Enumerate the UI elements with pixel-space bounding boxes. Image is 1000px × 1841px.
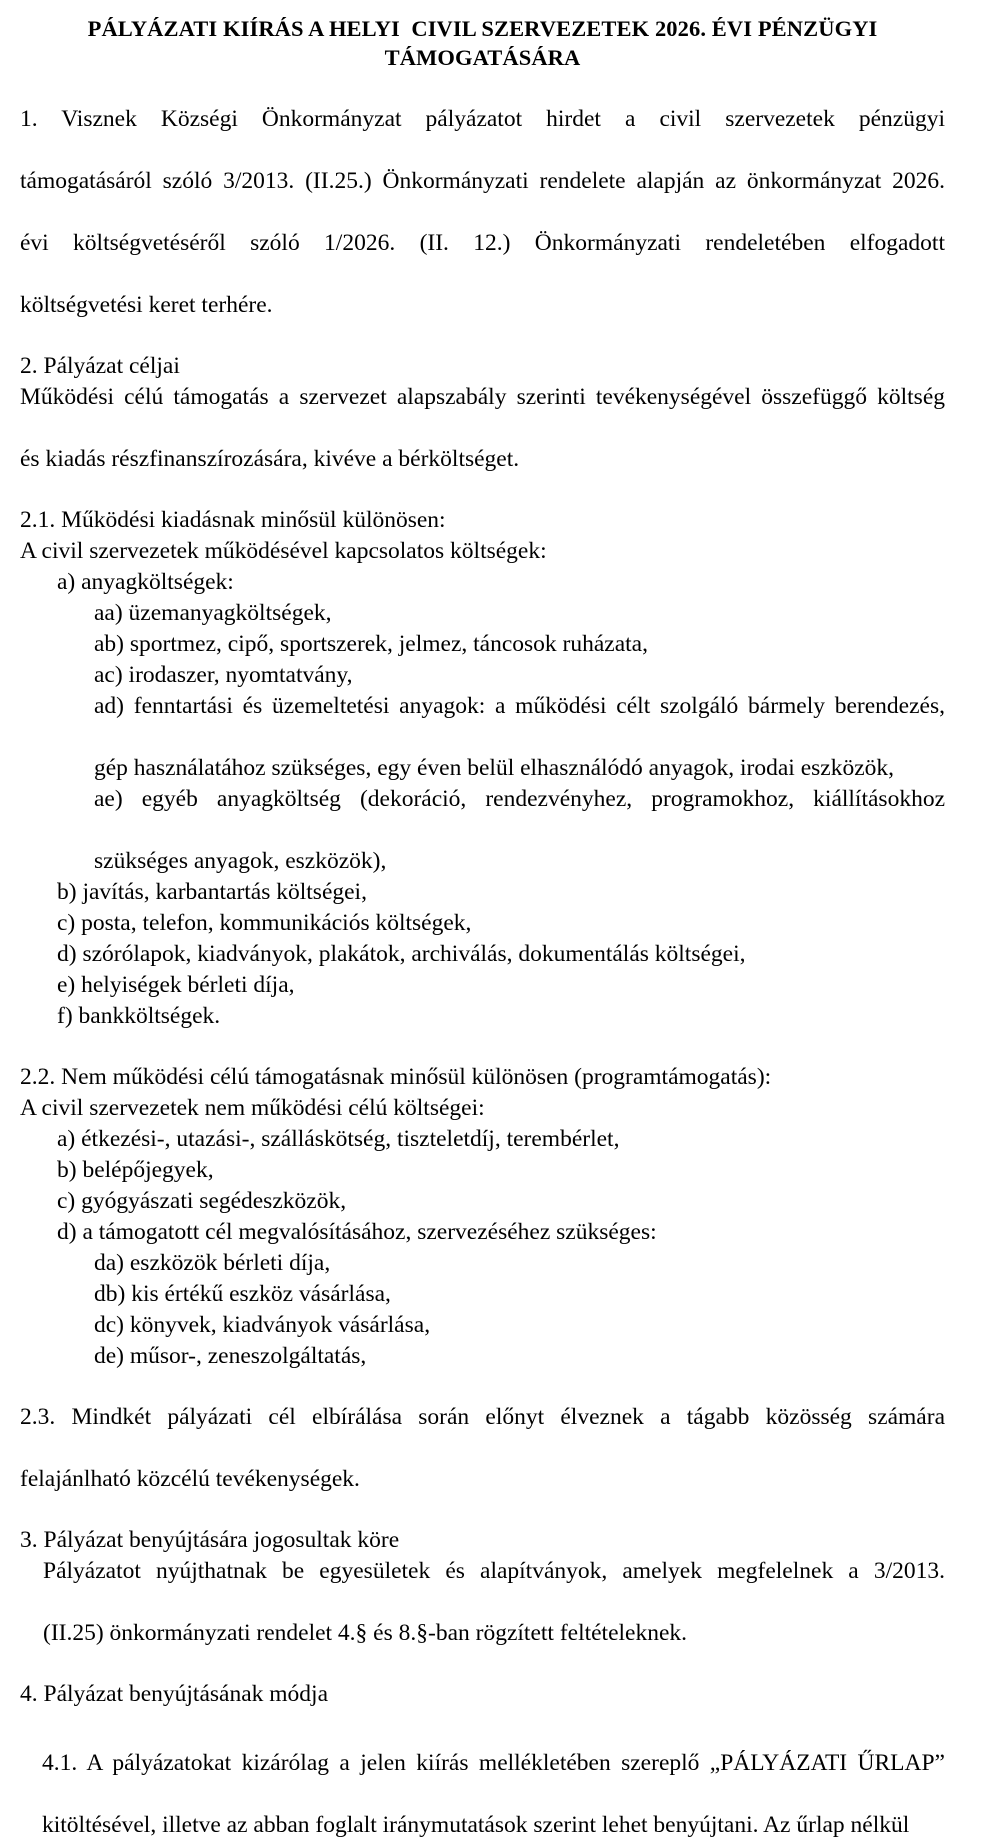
section-3-line-1: Pályázatot nyújthatnak be egyesületek és alapítványok, amelyek megfelelnek a 3/2013. (43, 1558, 945, 1584)
spacer (20, 1649, 945, 1679)
list-item-2-2-b: b) belépőjegyek, (57, 1157, 214, 1183)
section-2-body-line-1: Működési célú támogatás a szervezet alapszabály szerinti tevékenységével összefüggő költség (20, 384, 945, 410)
list-item-ae-line-2: szükséges anyagok, eszközök), (94, 848, 387, 874)
list-item-ab: ab) sportmez, cipő, sportszerek, jelmez, táncosok ruházata, (94, 631, 648, 657)
section-2-3-paragraph (20, 1402, 945, 1495)
section-1-line-3: évi költségvetéséről szóló 1/2026. (II. 12.) Önkormányzati rendeletében elfogadott (20, 230, 945, 256)
spacer (20, 475, 945, 505)
section-1-line-1: 1. Visznek Községi Önkormányzat pályázatot hirdet a civil szervezetek pénzügyi (20, 106, 945, 132)
section-3-line-2: (II.25) önkormányzati rendelet 4.§ és 8.§-ban rögzített feltételeknek. (43, 1620, 688, 1646)
section-2-3-line-1: 2.3. Mindkét pályázati cél elbírálása során előnyt élveznek a tágabb közösség számára (20, 1404, 945, 1430)
section-1-line-4: költségvetési keret terhére. (20, 292, 273, 318)
list-item-ae-line-1: ae) egyéb anyagköltség (dekoráció, rendezvényhez, programokhoz, kiállításokhoz (94, 786, 945, 812)
list-item-d: d) szórólapok, kiadványok, plakátok, archiválás, dokumentálás költségei, (57, 941, 746, 967)
spacer (20, 1710, 945, 1748)
section-2-heading: 2. Pályázat céljai (20, 353, 180, 379)
section-2-3-line-2: felajánlható közcélú tevékenységek. (20, 1466, 360, 1492)
section-4-1-line-2: kitöltésével, illetve az abban foglalt iránymutatások szerint lehet benyújtani. Az űrlap nélkül (42, 1812, 910, 1838)
spacer (20, 1372, 945, 1402)
section-2-1-intro: A civil szervezetek működésével kapcsolatos költségek: (20, 538, 547, 564)
section-2-body-line-2: és kiadás részfinanszírozására, kivéve a bérköltséget. (20, 446, 520, 472)
list-item-b: b) javítás, karbantartás költségei, (57, 879, 367, 905)
page-title: PÁLYÁZATI KIÍRÁS A HELYI CIVIL SZERVEZETEK 2026. ÉVI PÉNZÜGYI TÁMOGATÁSÁRA (87, 16, 883, 70)
list-item-2-2-a: a) étkezési-, utazási-, szálláskötség, tiszteletdíj, terembérlet, (57, 1126, 620, 1152)
spacer (20, 1032, 945, 1062)
list-item-ad (94, 691, 945, 784)
section-2-2-heading: 2.2. Nem működési célú támogatásnak minősül különösen (programtámogatás): (20, 1064, 772, 1090)
list-item-c: c) posta, telefon, kommunikációs költségek, (57, 910, 472, 936)
section-1-paragraph (20, 104, 945, 321)
list-item-ad-line-1: ad) fenntartási és üzemeltetési anyagok: a működési célt szolgáló bármely berendezés, (94, 693, 945, 719)
list-item-2-2-de: de) műsor-, zeneszolgáltatás, (94, 1343, 367, 1369)
section-2-1-heading: 2.1. Működési kiadásnak minősül különösen: (20, 507, 446, 533)
list-item-f: f) bankköltségek. (57, 1003, 221, 1029)
section-3-heading: 3. Pályázat benyújtására jogosultak köre (20, 1527, 400, 1553)
section-4-1-paragraph (20, 1748, 945, 1841)
list-item-e: e) helyiségek bérleti díja, (57, 972, 295, 998)
section-3-body (43, 1556, 945, 1649)
list-item-aa: aa) üzemanyagköltségek, (94, 600, 332, 626)
section-2-body (20, 382, 945, 475)
list-item-ac: ac) irodaszer, nyomtatvány, (94, 662, 353, 688)
spacer (20, 1495, 945, 1525)
list-item-2-2-da: da) eszközök bérleti díja, (94, 1250, 331, 1276)
list-item-ad-line-2: gép használatához szükséges, egy éven belül elhasználódó anyagok, irodai eszközök, (94, 755, 895, 781)
list-item-a: a) anyagköltségek: (57, 569, 234, 595)
list-item-2-2-dc: dc) könyvek, kiadványok vásárlása, (94, 1312, 431, 1338)
list-item-ae (94, 784, 945, 877)
list-item-2-2-d: d) a támogatott cél megvalósításához, szervezéséhez szükséges: (57, 1219, 657, 1245)
spacer (20, 321, 945, 351)
section-2-2-intro: A civil szervezetek nem működési célú költségei: (20, 1095, 485, 1121)
section-4-1-line-1: 4.1. A pályázatokat kizárólag a jelen kiírás mellékletében szereplő „PÁLYÁZATI ŰRLAP” (42, 1750, 945, 1776)
section-1-line-2: támogatásáról szóló 3/2013. (II.25.) Önkormányzati rendelete alapján az önkormányzat 2026. (20, 168, 945, 194)
spacer (20, 74, 945, 104)
list-item-2-2-c: c) gyógyászati segédeszközök, (57, 1188, 347, 1214)
section-4-heading: 4. Pályázat benyújtásának módja (20, 1681, 329, 1707)
list-item-2-2-db: db) kis értékű eszköz vásárlása, (94, 1281, 391, 1307)
